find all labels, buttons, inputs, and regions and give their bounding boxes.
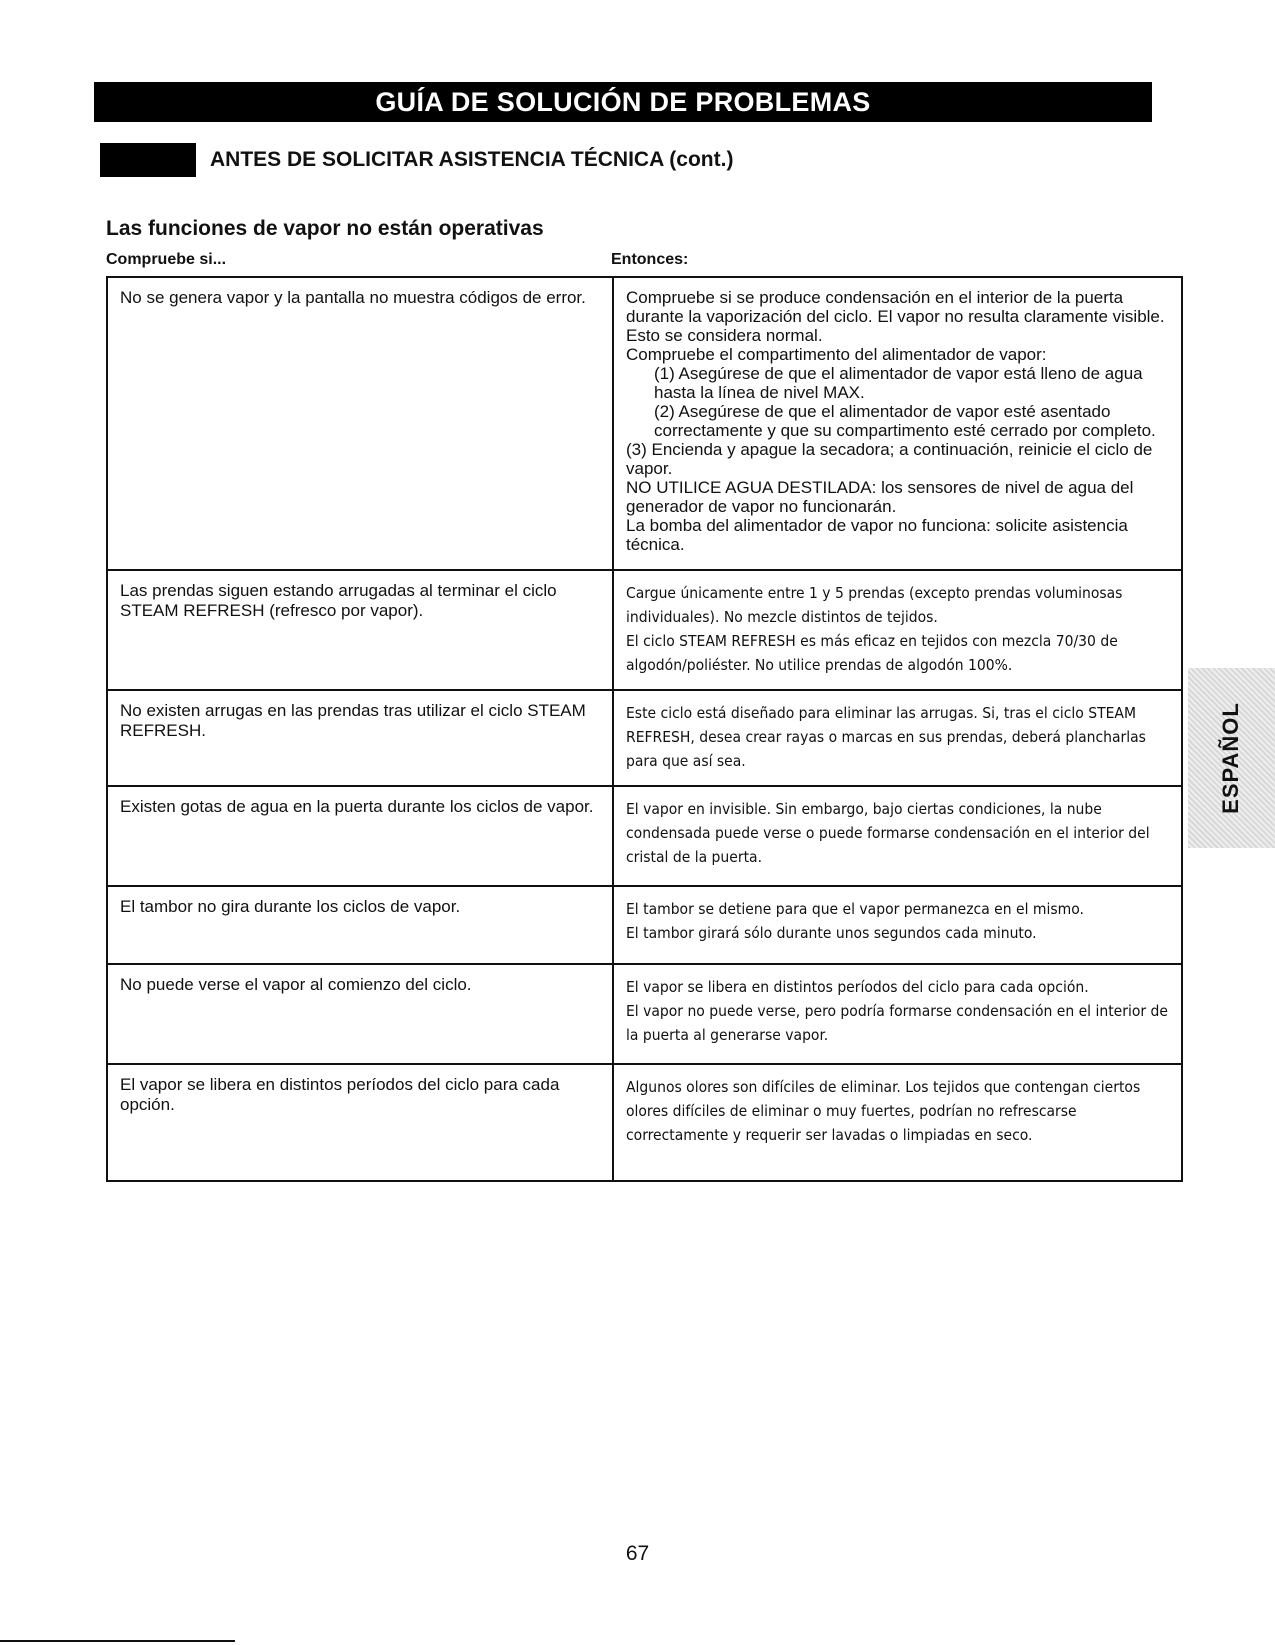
problem-cell: No se genera vapor y la pantalla no muestra códigos de error.: [107, 277, 613, 570]
troubleshooting-table: [106, 276, 1183, 1182]
section-marker-block: [100, 143, 196, 177]
language-tab: [1188, 668, 1275, 848]
table-row: [107, 277, 1182, 570]
table-row: [107, 886, 1182, 964]
column-header-check: Compruebe si...: [106, 251, 227, 268]
language-tab-label: ESPAÑOL: [1218, 702, 1243, 814]
solution-cell: [613, 690, 1182, 786]
problem-cell: Existen gotas de agua en la puerta durante los ciclos de vapor.: [107, 786, 613, 886]
solution-cell: [613, 277, 1182, 570]
table-row: [107, 964, 1182, 1064]
table-row: [107, 570, 1182, 690]
problem-cell: No existen arrugas en las prendas tras utilizar el ciclo STEAM REFRESH.: [107, 690, 613, 786]
section-title: ANTES DE SOLICITAR ASISTENCIA TÉCNICA (cont.): [210, 148, 734, 171]
solution-line: Compruebe si se produce condensación en el interior de la puerta durante la vaporización del ciclo. El vapor no resulta claramente visible. Esto se considera normal.: [626, 288, 1165, 345]
solution-cell: [613, 964, 1182, 1064]
solution-cell: [613, 570, 1182, 690]
solution-cell: [613, 1064, 1182, 1181]
table-row: [107, 786, 1182, 886]
solution-line: El vapor se libera en distintos períodos del ciclo para cada opción.: [626, 978, 1089, 996]
table-row: [107, 1064, 1182, 1181]
subsection-title: Las funciones de vapor no están operativas: [106, 217, 544, 240]
problem-cell: Las prendas siguen estando arrugadas al terminar el ciclo STEAM REFRESH (refresco por vapor).: [107, 570, 613, 690]
footer-rule: [0, 1640, 235, 1642]
solution-line: El tambor girará sólo durante unos segundos cada minuto.: [626, 924, 1037, 942]
solution-step: (2) Asegúrese de que el alimentador de vapor esté asentado correctamente y que su compartimento esté cerrado por completo.: [654, 402, 1156, 440]
solution-step: (1) Asegúrese de que el alimentador de vapor está lleno de agua hasta la línea de nivel MAX.: [654, 364, 1143, 402]
solution-line: El vapor no puede verse, pero podría formarse condensación en el interior de la puerta al generarse vapor.: [626, 1002, 1168, 1044]
column-header-then: Entonces:: [611, 251, 689, 268]
solution-line: Cargue únicamente entre 1 y 5 prendas (excepto prendas voluminosas individuales). No mezcle distintos de tejidos.: [626, 584, 1123, 626]
solution-cell: [613, 786, 1182, 886]
section-heading: [100, 143, 733, 177]
solution-line: El vapor en invisible. Sin embargo, bajo ciertas condiciones, la nube condensada puede verse o puede formarse condensación en el interior del cristal de la puerta.: [626, 800, 1150, 866]
solution-line: El tambor se detiene para que el vapor permanezca en el mismo.: [626, 900, 1084, 918]
solution-line: La bomba del alimentador de vapor no funciona: solicite asistencia técnica.: [626, 516, 1128, 554]
table-row: [107, 690, 1182, 786]
solution-line: Este ciclo está diseñado para eliminar las arrugas. Si, tras el ciclo STEAM REFRESH, desea crear rayas o marcas en sus prendas, deberá plancharlas para que así sea.: [626, 704, 1146, 770]
solution-step: (3) Encienda y apague la secadora; a continuación, reinicie el ciclo de vapor.: [626, 440, 1153, 478]
problem-cell: El tambor no gira durante los ciclos de vapor.: [107, 886, 613, 964]
page-banner: GUÍA DE SOLUCIÓN DE PROBLEMAS: [94, 82, 1152, 122]
problem-cell: El vapor se libera en distintos períodos del ciclo para cada opción.: [107, 1064, 613, 1181]
solution-line: Algunos olores son difíciles de eliminar. Los tejidos que contengan ciertos olores difíciles de eliminar o muy fuertes, podrían no refrescarse correctamente y requerir ser lavadas o limpiadas en seco.: [626, 1078, 1141, 1144]
page-number: 67: [625, 1542, 650, 1565]
solution-line: El ciclo STEAM REFRESH es más eficaz en tejidos con mezcla 70/30 de algodón/poliéster. No utilice prendas de algodón 100%.: [626, 632, 1118, 674]
solution-line: NO UTILICE AGUA DESTILADA: los sensores de nivel de agua del generador de vapor no funcionarán.: [626, 478, 1134, 516]
problem-cell: No puede verse el vapor al comienzo del ciclo.: [107, 964, 613, 1064]
solution-cell: [613, 886, 1182, 964]
solution-line: Compruebe el compartimento del alimentador de vapor:: [626, 345, 1047, 364]
